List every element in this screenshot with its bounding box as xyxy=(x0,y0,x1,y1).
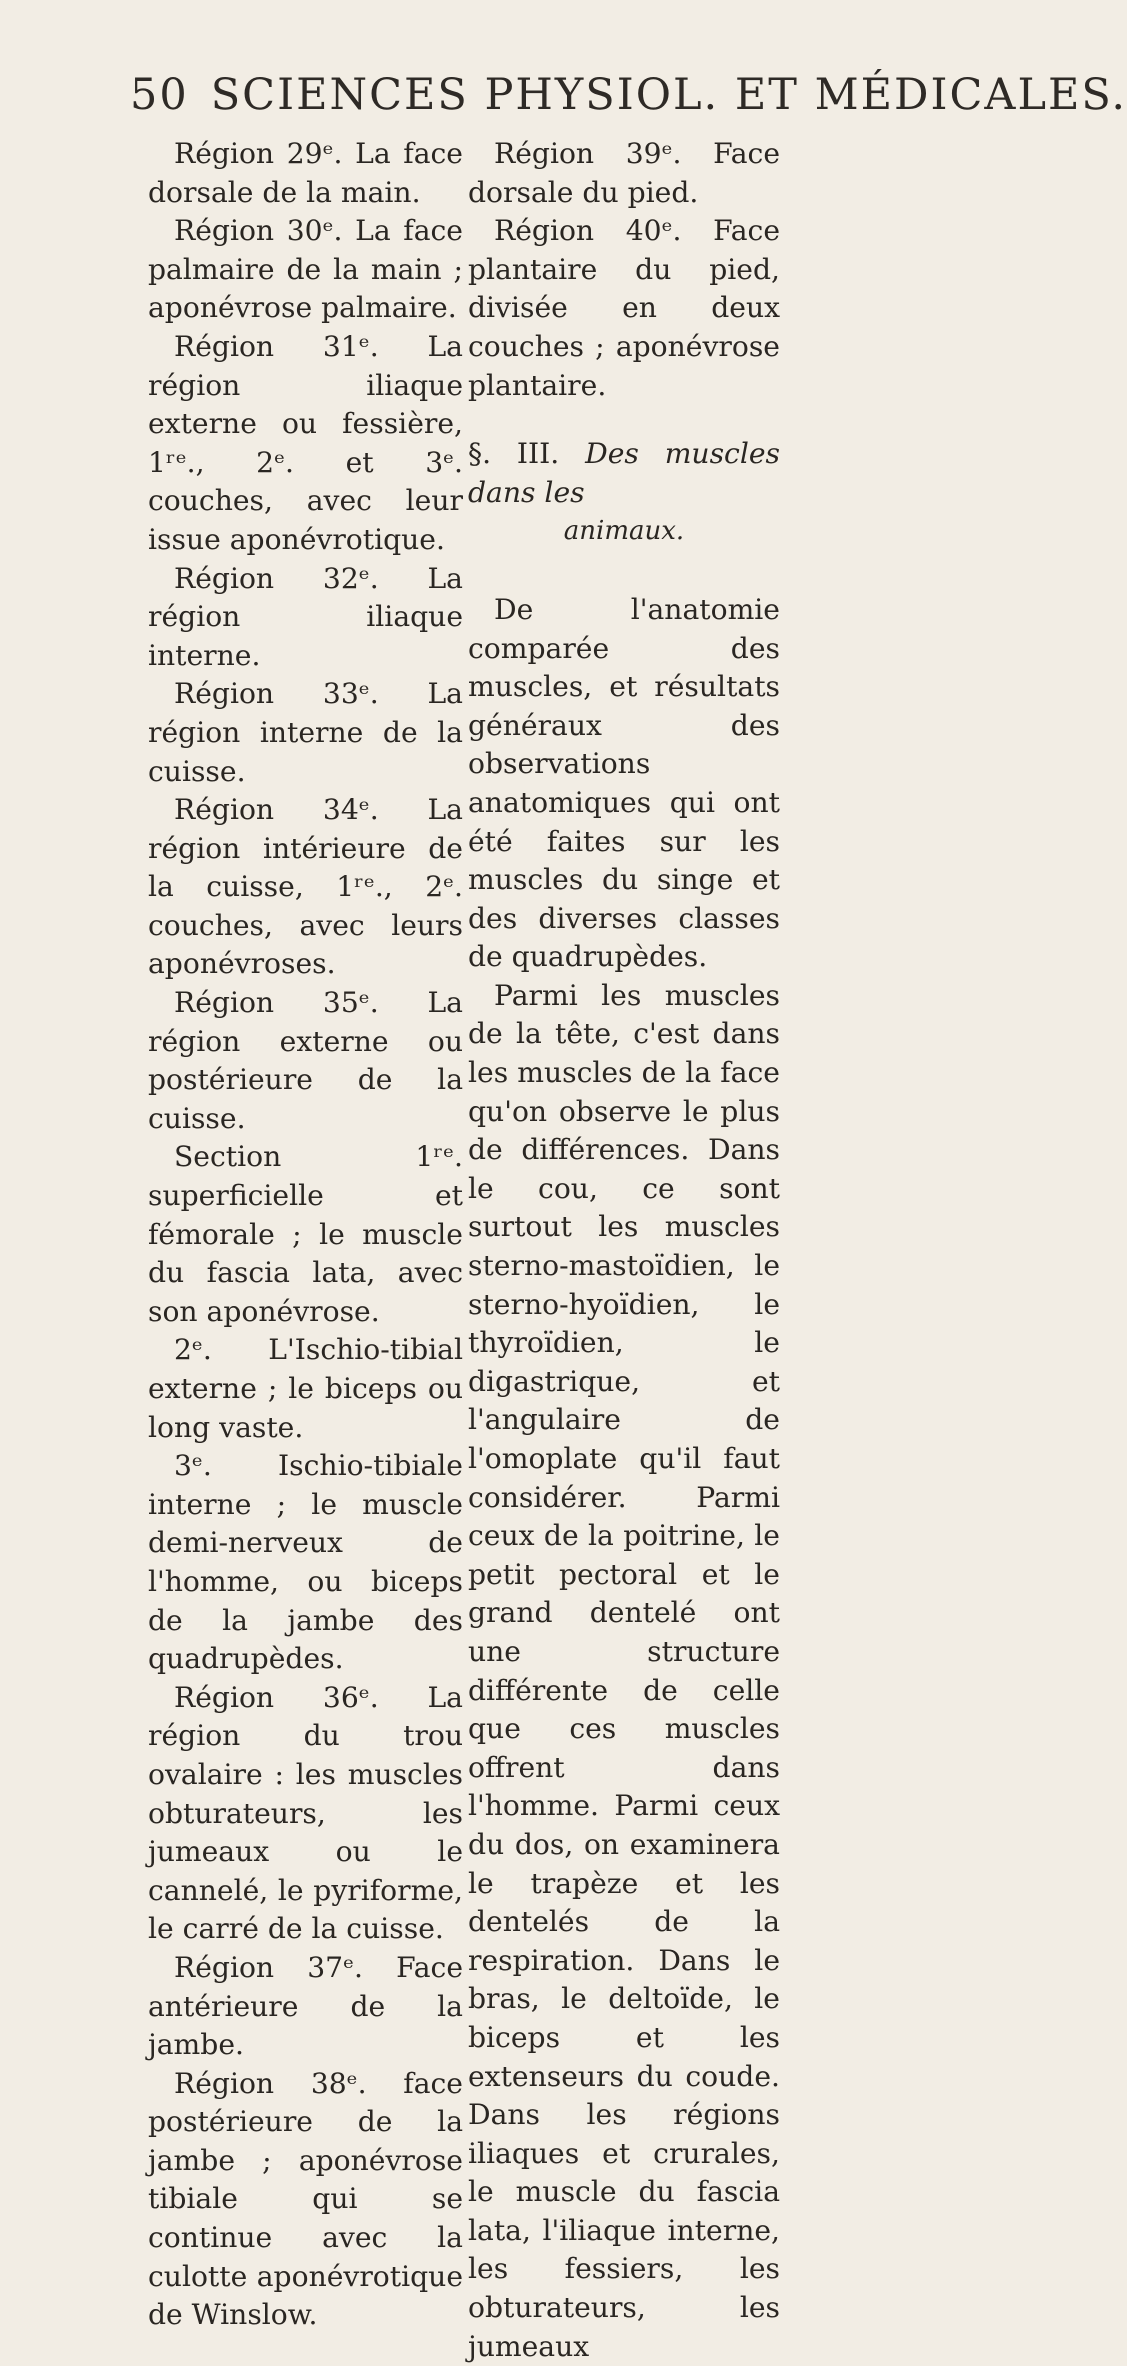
paragraph: Région 30ᵉ. La face palmaire de la main ; aponévrose palmaire. xyxy=(148,214,463,325)
paragraph: Région 29ᵉ. La face dorsale de la main. xyxy=(148,137,463,209)
section-heading-title: Des muscles dans les xyxy=(468,437,780,509)
paragraph: 2ᵉ. L'Ischio-tibial externe ; le biceps ou long vaste. xyxy=(148,1333,463,1444)
section-heading-continuation: animaux. xyxy=(563,516,685,547)
paragraph: Région 33ᵉ. La région interne de la cuisse. xyxy=(148,677,463,788)
paragraph: Région 35ᵉ. La région externe ou postérieure de la cuisse. xyxy=(148,986,463,1135)
paragraph: Région 32ᵉ. La région iliaque interne. xyxy=(148,561,463,672)
paragraph: 3ᵉ. Ischio-tibiale interne ; le muscle demi-nerveux de l'homme, ou biceps de la jambe des quadrupèdes. xyxy=(148,1449,463,1676)
paragraph: Section 1ʳᵉ. superficielle et fémorale ; le muscle du fascia lata, avec son aponévrose. xyxy=(148,1140,463,1328)
running-title: SCIENCES PHYSIOL. ET MÉDICALES. xyxy=(210,70,1127,120)
page-number: 50 xyxy=(130,70,189,120)
paragraph: Région 31ᵉ. La région iliaque externe ou fessière, 1ʳᵉ., 2ᵉ. et 3ᵉ. couches, avec leur issue aponévrotique. xyxy=(148,329,463,556)
running-header xyxy=(130,70,1127,120)
paragraph: Parmi les muscles de la tête, c'est dans les muscles de la face qu'on observe le plus de différences. Dans le cou, ce sont surtout les muscles sterno-mastoïdien, le sterno-hyoïdien, le thyroïdien, le digastrique, et l'angulaire de l'omoplate qu'il faut considérer. Parmi ceux de la poitrine, le petit pectoral et le grand dentelé ont une structure différente de celle que ces muscles offrent dans l'homme. Parmi ceux du dos, on examinera le trapèze et les dentelés de la respiration. Dans le bras, le deltoïde, le biceps et les extenseurs du coude. Dans les régions iliaques et crurales, le muscle du fascia lata, l'iliaque interne, les fessiers, les obturateurs, les jumeaux xyxy=(468,978,780,2363)
paragraph: Région 34ᵉ. La région intérieure de la cuisse, 1ʳᵉ., 2ᵉ. couches, avec leurs aponévroses. xyxy=(148,793,463,981)
left-column xyxy=(148,135,463,2335)
section-heading-lead: §. III. xyxy=(468,437,560,471)
paragraph: De l'anatomie comparée des muscles, et résultats généraux des observations anatomiques qui ont été faites sur les muscles du singe et des diverses classes de quadrupèdes. xyxy=(468,592,780,974)
paragraph: Région 37ᵉ. Face antérieure de la jambe. xyxy=(148,1950,463,2062)
paragraph: Région 39ᵉ. Face dorsale du pied. xyxy=(468,137,780,209)
paragraph: Région 38ᵉ. face postérieure de la jambe ; aponévrose tibiale qui se continue avec la culotte aponévrotique de Winslow. xyxy=(148,2066,463,2332)
right-column xyxy=(468,135,780,2366)
paragraph: Région 36ᵉ. La région du trou ovalaire : les muscles obturateurs, les jumeaux ou le cannelé, le pyriforme, le carré de la cuisse. xyxy=(148,1680,463,1946)
section-heading xyxy=(468,435,780,512)
paragraph: Région 40ᵉ. Face plantaire du pied, divisée en deux couches ; aponévrose plantaire. xyxy=(468,214,780,402)
